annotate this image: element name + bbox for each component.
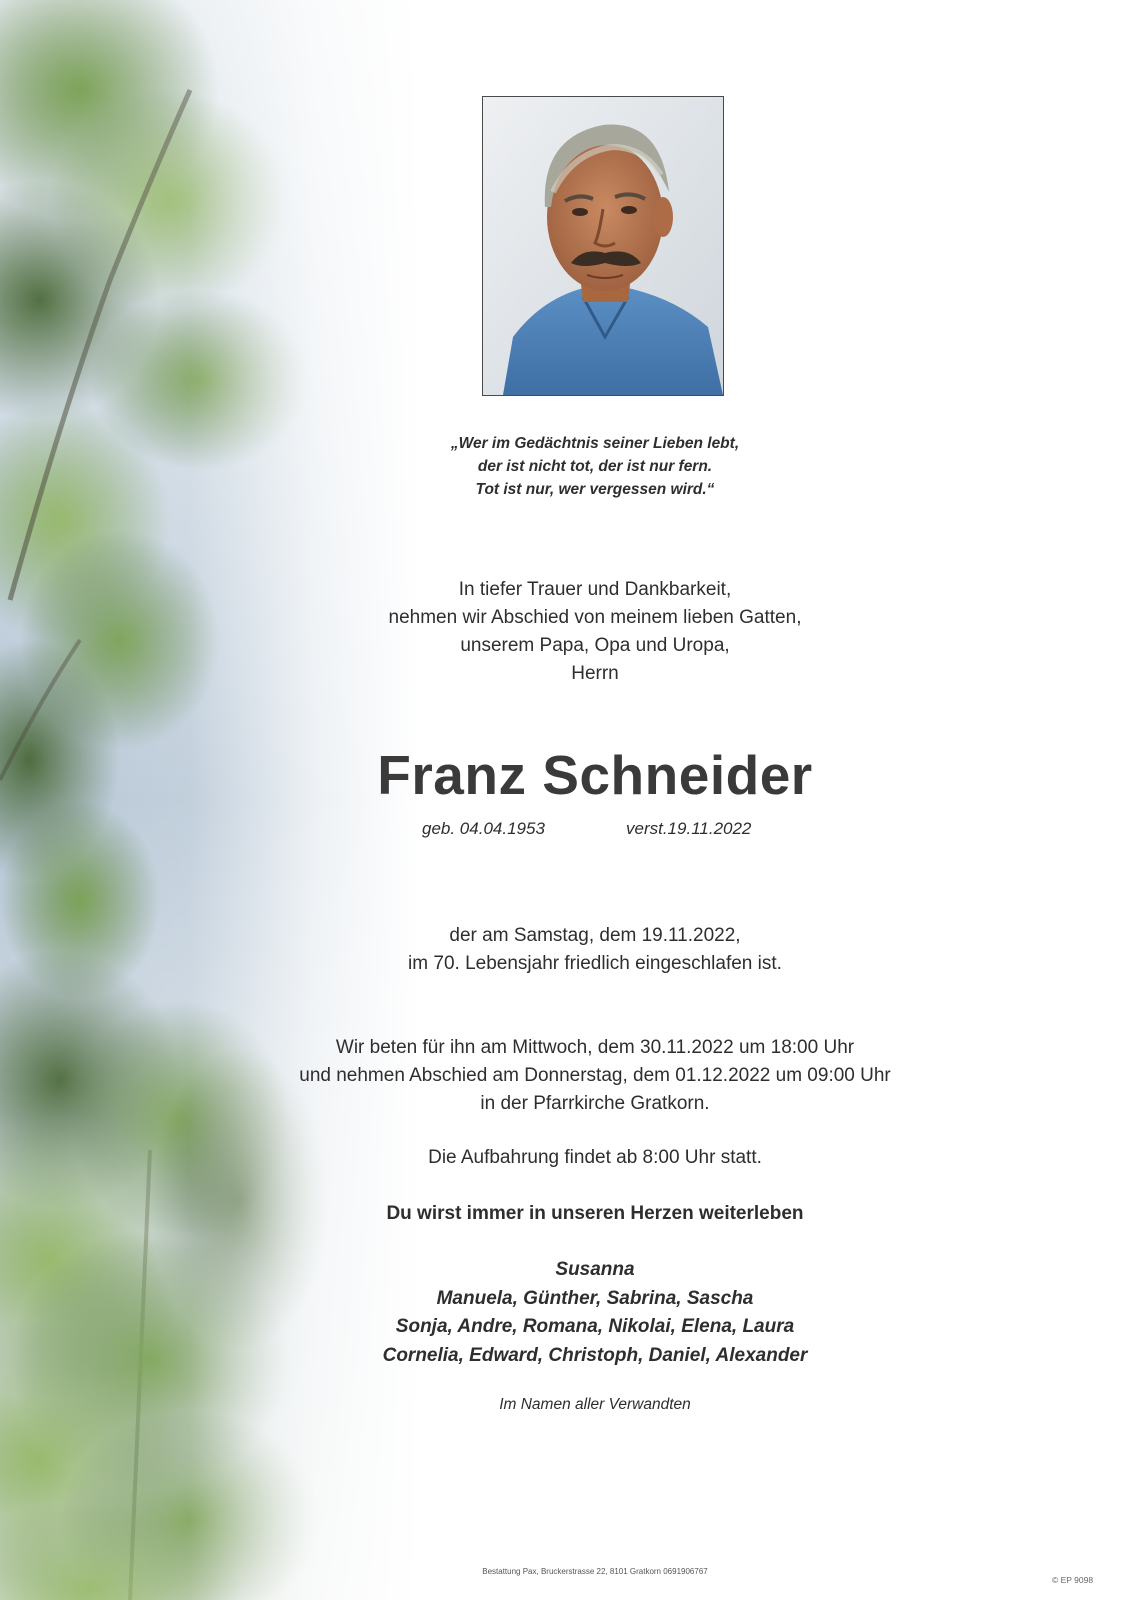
- quote-line: der ist nicht tot, der ist nur fern.: [477, 458, 713, 475]
- portrait-photo: [482, 96, 724, 396]
- passing-line: der am Samstag, dem 19.11.2022,: [449, 925, 741, 946]
- birth-date: geb. 04.04.1953: [422, 819, 545, 838]
- family-names: [250, 1256, 940, 1370]
- relatives-note: Im Namen aller Verwandten: [499, 1396, 691, 1413]
- service-line: in der Pfarrkirche Gratkorn.: [480, 1093, 710, 1114]
- intro-line: nehmen wir Abschied von meinem lieben Gatten,: [388, 607, 802, 628]
- quote-line: Tot ist nur, wer vergessen wird.“: [475, 481, 715, 498]
- service-line: und nehmen Abschied am Donnerstag, dem 01.12.2022 um 09:00 Uhr: [299, 1065, 891, 1086]
- print-code: © EP 9098: [1052, 1575, 1094, 1585]
- memorial-quote: [250, 432, 940, 501]
- mourning-intro: [250, 576, 940, 688]
- intro-line: unserem Papa, Opa und Uropa,: [460, 635, 730, 656]
- family-line: Manuela, Günther, Sabrina, Sascha: [436, 1287, 754, 1309]
- service-line: Wir beten für ihn am Mittwoch, dem 30.11.2022 um 18:00 Uhr: [335, 1037, 855, 1058]
- remembrance-motto: Du wirst immer in unseren Herzen weiterleben: [386, 1203, 804, 1224]
- quote-line: „Wer im Gedächtnis seiner Lieben lebt,: [450, 435, 740, 452]
- family-line: Cornelia, Edward, Christoph, Daniel, Alexander: [382, 1344, 808, 1366]
- intro-line: In tiefer Trauer und Dankbarkeit,: [458, 579, 732, 600]
- intro-line: Herrn: [571, 663, 619, 684]
- service-details: [250, 1034, 940, 1118]
- family-line: Sonja, Andre, Romana, Nikolai, Elena, Laura: [395, 1316, 795, 1337]
- passing-line: im 70. Lebensjahr friedlich eingeschlafen ist.: [408, 953, 782, 974]
- deceased-name: Franz Schneider: [377, 744, 813, 806]
- passing-notice: [250, 922, 940, 978]
- death-date: verst.19.11.2022: [626, 819, 752, 838]
- funeral-home-info: Bestattung Pax, Bruckerstrasse 22, 8101 Gratkorn 0691906767: [482, 1567, 708, 1576]
- family-line: Susanna: [555, 1259, 635, 1280]
- viewing-notice: Die Aufbahrung findet ab 8:00 Uhr statt.: [428, 1147, 762, 1168]
